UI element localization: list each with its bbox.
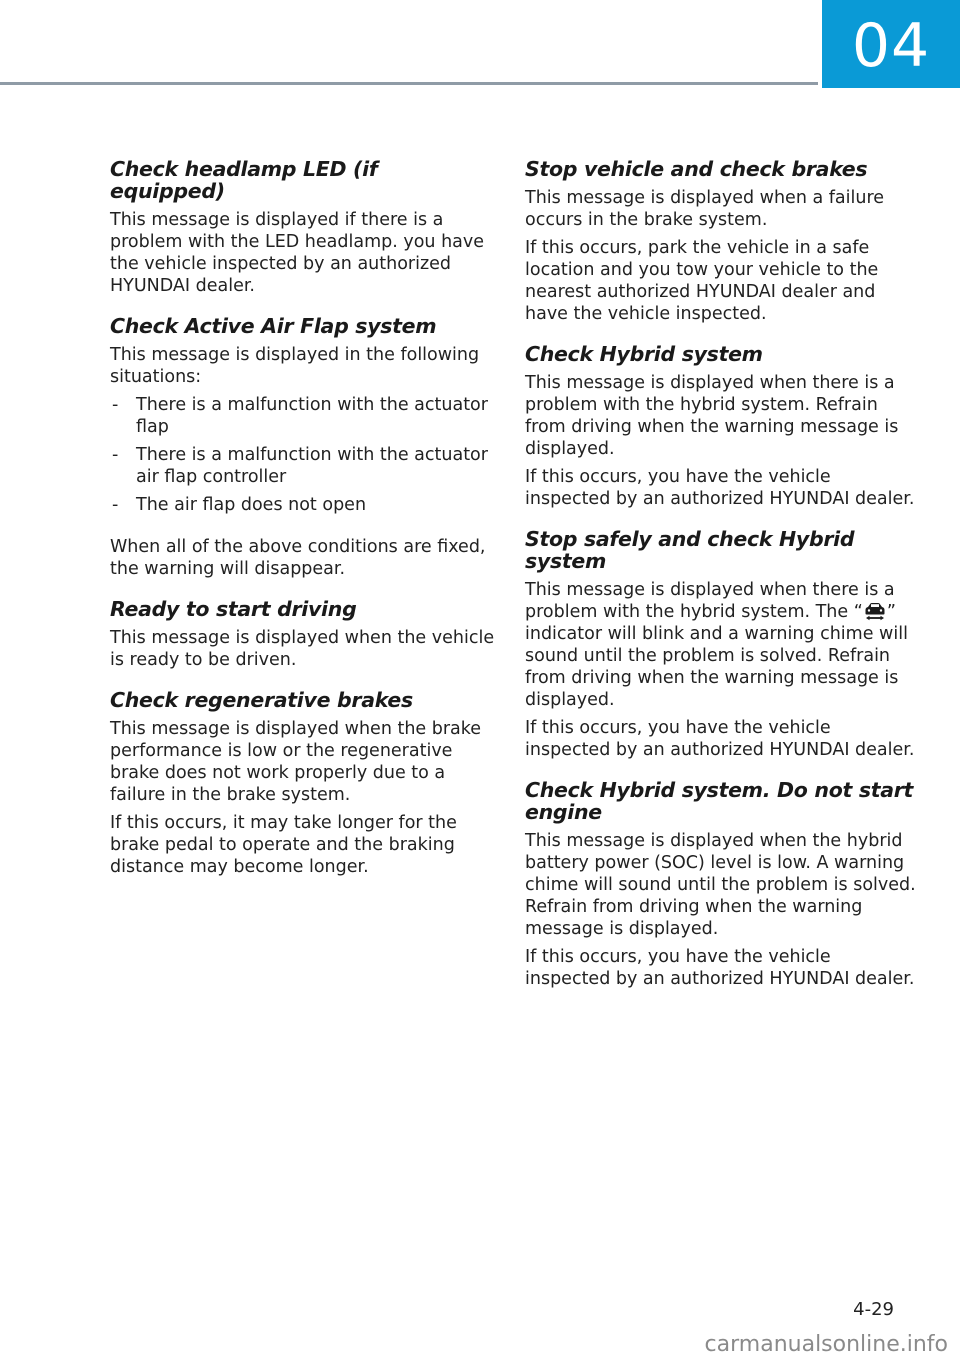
bullet-dash: - (112, 495, 119, 515)
chapter-number: 04 (851, 11, 931, 81)
hybrid-car-warning-icon (863, 601, 887, 621)
paragraph-text: ” indicator will blink and a warning chime will sound until the problem is solved. Refrain from driving when the warning message is displayed. (525, 602, 908, 710)
section-paragraph: This message is displayed when the vehicle is ready to be driven. (110, 628, 495, 670)
section-title: Check Active Air Flap system (110, 314, 437, 338)
section-paragraph: This message is displayed when there is a problem with the hybrid system. Refrain from driving when the warning message is displayed. (525, 373, 899, 459)
list-item-text: The air flap does not open (136, 495, 367, 515)
section-do-not-start-engine (525, 779, 920, 990)
section-regenerative-brakes (110, 689, 495, 878)
section-paragraph: This message is displayed when the hybrid battery power (SOC) level is low. A warning chime will sound until the problem is solved. Refrain from driving when the warning message is displayed. (525, 831, 916, 939)
section-paragraph: When all of the above conditions are fixed, the warning will disappear. (110, 537, 486, 579)
chapter-tab (822, 0, 960, 88)
section-paragraph: If this occurs, you have the vehicle inspected by an authorized HYUNDAI dealer. (525, 947, 915, 989)
section-paragraph: If this occurs, you have the vehicle inspected by an authorized HYUNDAI dealer. (525, 467, 915, 509)
section-paragraph: This message is displayed when the brake performance is low or the regenerative brake does not work properly due to a failure in the brake system. (110, 719, 482, 805)
list-item (110, 444, 495, 488)
right-column (525, 158, 920, 1008)
section-stop-check-brakes (525, 158, 920, 325)
bullet-dash: - (112, 445, 119, 465)
condition-list (110, 394, 495, 516)
section-paragraph: If this occurs, you have the vehicle inspected by an authorized HYUNDAI dealer. (525, 718, 915, 760)
section-active-air-flap (110, 315, 495, 580)
list-item (110, 394, 495, 438)
list-item-text: There is a malfunction with the actuator flap (136, 395, 488, 437)
left-column (110, 158, 495, 896)
section-title: Check headlamp LED (if equipped) (110, 157, 378, 203)
list-item-text: There is a malfunction with the actuator air flap controller (136, 445, 488, 487)
section-paragraph: If this occurs, it may take longer for the brake pedal to operate and the braking distance may become longer. (110, 813, 457, 877)
list-item (110, 494, 495, 516)
watermark: carmanualsonline.info (704, 1332, 948, 1357)
page-number: 4-29 (853, 1299, 894, 1320)
section-stop-safely-hybrid (525, 528, 920, 761)
section-ready-to-drive (110, 598, 495, 671)
section-paragraph (525, 579, 920, 711)
header-rule (0, 82, 818, 85)
section-paragraph: This message is displayed in the following situations: (110, 345, 480, 387)
section-title: Stop safely and check Hybrid system (525, 527, 855, 573)
section-title: Check Hybrid system (525, 342, 763, 366)
section-headlamp-led (110, 158, 495, 297)
section-paragraph: This message is displayed if there is a problem with the LED headlamp. you have the vehicle inspected by an authorized HYUNDAI dealer. (110, 210, 485, 296)
section-title: Stop vehicle and check brakes (525, 157, 868, 181)
section-title: Check Hybrid system. Do not start engine (525, 778, 914, 824)
section-paragraph: This message is displayed when a failure occurs in the brake system. (525, 188, 885, 230)
section-check-hybrid (525, 343, 920, 510)
section-paragraph: If this occurs, park the vehicle in a safe location and you tow your vehicle to the nearest authorized HYUNDAI dealer and have the vehicle inspected. (525, 238, 879, 324)
bullet-dash: - (112, 395, 119, 415)
section-title: Ready to start driving (110, 597, 357, 621)
section-title: Check regenerative brakes (110, 688, 413, 712)
paragraph-text: This message is displayed when there is a problem with the hybrid system. The “ (525, 580, 895, 622)
